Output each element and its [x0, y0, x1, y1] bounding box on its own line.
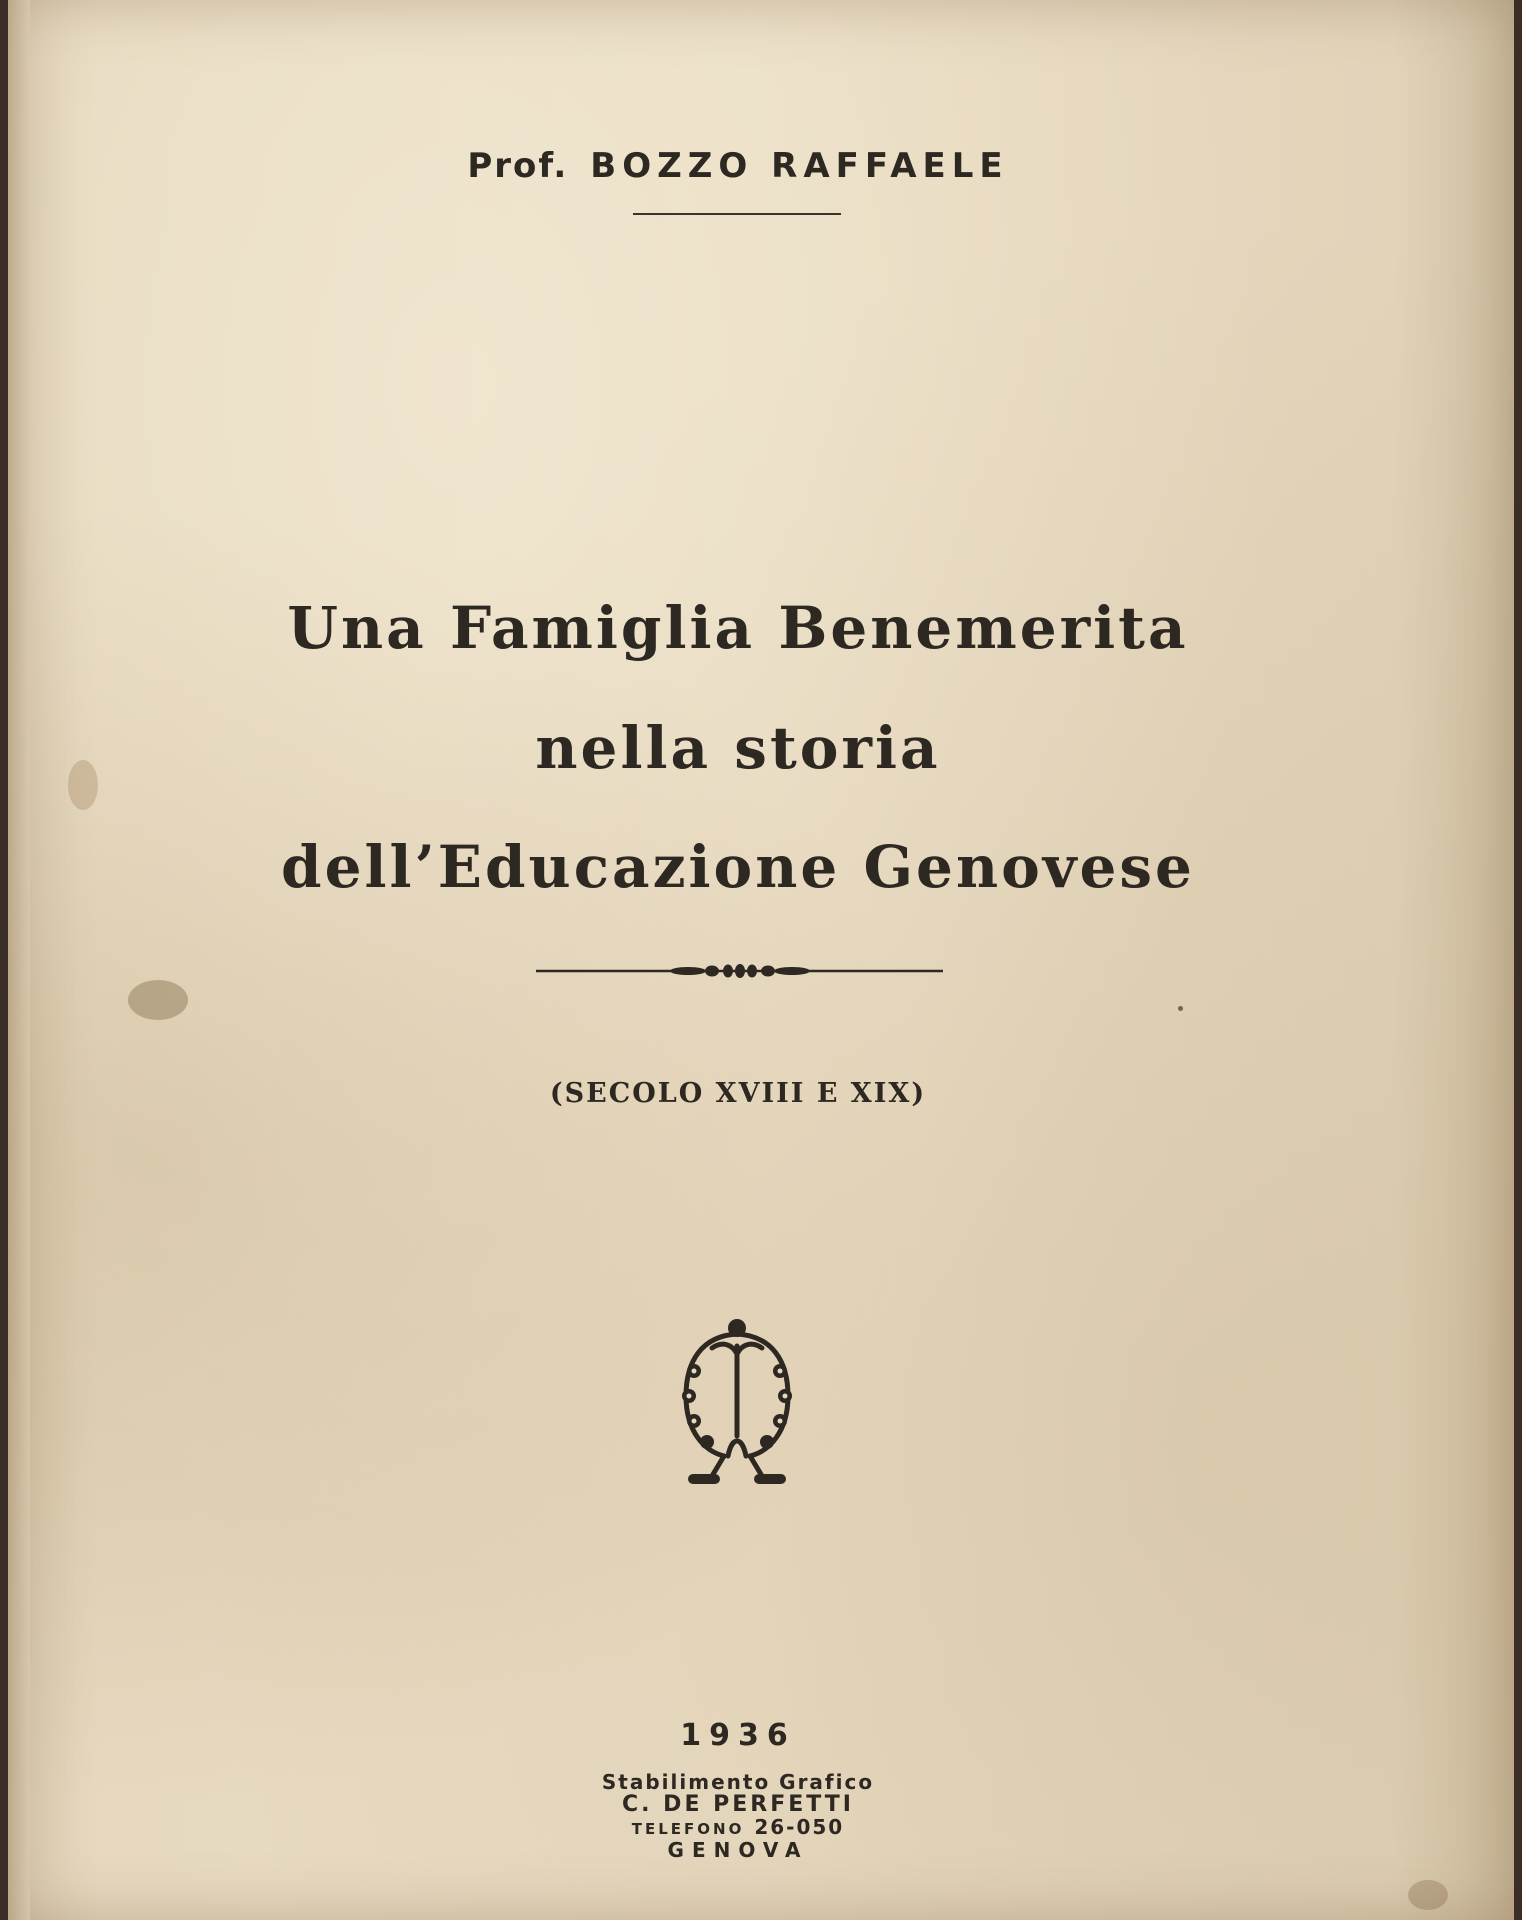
title-line-1: Una Famiglia Benemerita: [287, 594, 1189, 662]
printer-owner: C. DE PERFETTI: [622, 1792, 854, 1817]
ornamental-divider-icon: [536, 956, 943, 986]
title-line-2: nella storia: [535, 714, 941, 782]
printer-name: Stabilimento Grafico: [601, 1770, 875, 1794]
spine-edge: [8, 0, 30, 1920]
phone-label: TELEFONO: [631, 1820, 745, 1838]
phone-number: 26-050: [754, 1815, 845, 1839]
wreath-emblem-icon: [672, 1316, 802, 1492]
author-name: BOZZO RAFFAELE: [590, 146, 1009, 186]
publication-year: 1936: [680, 1718, 796, 1753]
printer-phone: [8, 1817, 1468, 1837]
title-line-3: dell’Educazione Genovese: [281, 833, 1195, 901]
book-cover: [8, 0, 1514, 1920]
author-prefix: Prof.: [467, 146, 569, 186]
author-divider: [633, 213, 841, 215]
subtitle: (SECOLO XVIII E XIX): [549, 1078, 927, 1109]
author-name-line: [8, 146, 1468, 186]
printer-city: GENOVA: [667, 1838, 809, 1862]
